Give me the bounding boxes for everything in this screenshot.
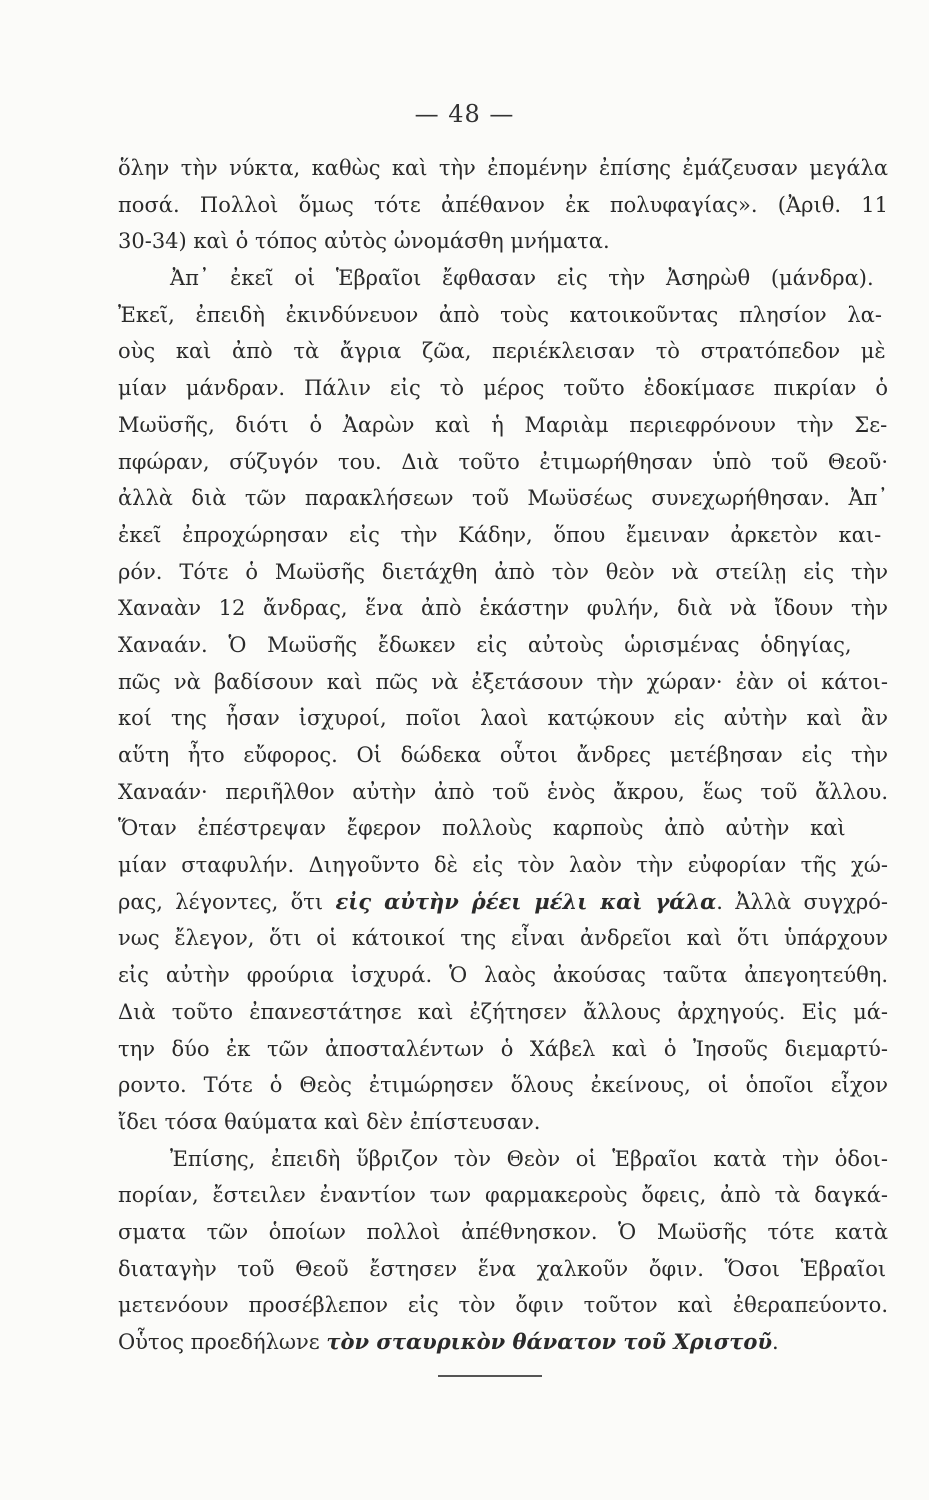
text-segment: εἰς αὐτὴν φρούρια ἰσχυρά. Ὁ λαὸς ἀκούσας ταῦτα ἀπεγοητεύθη. — [118, 963, 888, 988]
text-line — [118, 884, 888, 921]
text-line — [118, 223, 888, 260]
text-line — [118, 480, 888, 517]
text-line — [118, 1177, 888, 1214]
text-line — [118, 700, 888, 737]
text-line — [118, 407, 888, 444]
text-line — [118, 957, 888, 994]
text-segment: πορίαν, ἔστειλεν ἐναντίον των φαρμακεροὺς ὄφεις, ἀπὸ τὰ δαγκά- — [118, 1183, 888, 1208]
text-segment: ἀλλὰ διὰ τῶν παρακλήσεων τοῦ Μωϋσέως συνεχωρήθησαν. Ἀπ᾽ — [118, 486, 888, 511]
text-segment: . Ἀλλὰ συγχρό- — [716, 889, 888, 914]
text-segment: διαταγὴν τοῦ Θεοῦ ἔστησεν ἕνα χαλκοῦν ὄφιν. Ὅσοι Ἑβραῖοι — [118, 1256, 887, 1281]
text-segment: ποσά. Πολλοὶ ὅμως τότε ἀπέθανον ἐκ πολυφαγίας». (Ἀριθ. 11 — [118, 192, 888, 217]
text-line — [118, 810, 888, 847]
text-line — [118, 1141, 888, 1178]
text-line — [118, 554, 888, 591]
text-segment: μίαν μάνδραν. Πάλιν εἰς τὸ μέρος τοῦτο ἐδοκίμασε πικρίαν ὁ — [118, 376, 888, 401]
text-segment: νως ἔλεγον, ὅτι οἱ κάτοικοί της εἶναι ἀνδρεῖοι καὶ ὅτι ὑπάρχουν — [118, 926, 888, 951]
text-line — [118, 1067, 888, 1104]
text-segment: Χαναάν· περιῆλθον αὐτὴν ἀπὸ τοῦ ἑνὸς ἄκρου, ἕως τοῦ ἄλλου. — [118, 779, 888, 804]
text-segment: Χαναάν. Ὁ Μωϋσῆς ἔδωκεν εἰς αὐτοὺς ὡρισμένας ὁδηγίας, — [118, 632, 852, 657]
text-segment: Χαναὰν 12 ἄνδρας, ἕνα ἀπὸ ἑκάστην φυλήν, διὰ νὰ ἴδουν τὴν — [118, 596, 888, 621]
emphasis-text: εἰς αὐτὴν ῥέει μέλι καὶ γάλα — [335, 888, 717, 914]
text-line — [118, 664, 888, 701]
text-segment: ἐκεῖ ἐπροχώρησαν εἰς τὴν Κάδην, ὅπου ἔμειναν ἀρκετὸν και- — [118, 522, 882, 547]
text-segment: ρόν. Τότε ὁ Μωϋσῆς διετάχθη ἀπὸ τὸν θεὸν νὰ στείλῃ εἰς τὴν — [118, 559, 888, 584]
text-line — [118, 517, 888, 554]
text-line — [118, 1251, 888, 1288]
text-line — [118, 1287, 888, 1324]
text-line — [118, 847, 888, 884]
text-line — [118, 370, 888, 407]
text-segment: Διὰ τοῦτο ἐπανεστάτησε καὶ ἐζήτησεν ἄλλους ἀρχηγούς. Εἰς μά- — [118, 999, 888, 1024]
text-line — [118, 627, 888, 664]
text-segment: Ὅταν ἐπέστρεψαν ἔφερον πολλοὺς καρποὺς ἀπὸ αὐτὴν καὶ — [118, 816, 846, 841]
text-segment: Ἀπ᾽ ἐκεῖ οἱ Ἑβραῖοι ἔφθασαν εἰς τὴν Ἀσηρὼθ (μάνδρα). — [170, 266, 874, 291]
text-segment: ἴδει τόσα θαύματα καὶ δὲν ἐπίστευσαν. — [118, 1109, 541, 1134]
text-line — [118, 774, 888, 811]
text-line — [118, 590, 888, 627]
text-segment: Μωϋσῆς, διότι ὁ Ἀαρὼν καὶ ἡ Μαριὰμ περιεφρόνουν τὴν Σε- — [118, 412, 888, 437]
text-line — [118, 1214, 888, 1251]
text-segment: πῶς νὰ βαδίσουν καὶ πῶς νὰ ἐξετάσουν τὴν χώραν· ἐὰν οἱ κάτοι- — [118, 669, 888, 694]
text-line — [118, 1104, 888, 1141]
text-line — [118, 994, 888, 1031]
text-segment: Ἐκεῖ, ἐπειδὴ ἐκινδύνευον ἀπὸ τοὺς κατοικοῦντας πλησίον λα- — [118, 302, 882, 327]
text-segment: μετενόουν προσέβλεπον εἰς τὸν ὄφιν τοῦτον καὶ ἐθεραπεύοντο. — [118, 1293, 888, 1318]
page-number: — 48 — — [414, 100, 515, 128]
text-line — [118, 187, 888, 224]
text-segment: αὕτη ἦτο εὔφορος. Οἱ δώδεκα οὗτοι ἄνδρες μετέβησαν εἰς τὴν — [118, 743, 888, 767]
text-segment: Οὗτος προεδήλωνε — [118, 1330, 327, 1354]
text-line — [118, 444, 888, 481]
text-segment: κοί της ἦσαν ἰσχυροί, ποῖοι λαοὶ κατῴκουν εἰς αὐτὴν καὶ ἂν — [118, 706, 888, 731]
text-line — [118, 150, 888, 187]
text-line — [118, 920, 888, 957]
text-segment: οὺς καὶ ἀπὸ τὰ ἄγρια ζῶα, περιέκλεισαν τὸ στρατόπεδον μὲ — [118, 339, 886, 364]
text-segment: πφώραν, σύζυγόν του. Διὰ τοῦτο ἐτιμωρήθησαν ὑπὸ τοῦ Θεοῦ· — [118, 449, 888, 474]
text-segment: . — [772, 1330, 779, 1354]
text-line — [118, 333, 888, 370]
text-segment: ὅλην τὴν νύκτα, καθὼς καὶ τὴν ἐπομένην ἐπίσης ἐμάζευσαν μεγάλα — [118, 156, 888, 180]
body-text — [118, 150, 888, 1361]
text-segment: την δύο ἐκ τῶν ἀποσταλέντων ὁ Χάβελ καὶ ὁ Ἰησοῦς διεμαρτύ- — [118, 1036, 888, 1061]
text-segment: ροντο. Τότε ὁ Θεὸς ἐτιμώρησεν ὅλους ἐκείνους, οἱ ὁποῖοι εἶχον — [118, 1073, 888, 1098]
text-segment: σματα τῶν ὁποίων πολλοὶ ἀπέθνησκον. Ὁ Μωϋσῆς τότε κατὰ — [118, 1219, 888, 1244]
text-line — [118, 260, 888, 297]
text-line — [118, 1031, 888, 1068]
text-segment: Ἐπίσης, ἐπειδὴ ὕβριζον τὸν Θεὸν οἱ Ἑβραῖοι κατὰ τὴν ὁδοι- — [170, 1146, 888, 1171]
footer-rule — [438, 1375, 542, 1377]
text-segment: 30-34) καὶ ὁ τόπος αὐτὸς ὠνομάσθη μνήματα. — [118, 229, 610, 254]
text-segment: μίαν σταφυλήν. Διηγοῦντο δὲ εἰς τὸν λαὸν τὴν εὐφορίαν τῆς χώ- — [118, 853, 888, 878]
text-line — [118, 297, 888, 334]
emphasis-text: τὸν σταυρικὸν θάνατον τοῦ Χριστοῦ — [326, 1329, 773, 1354]
text-line — [118, 737, 888, 774]
text-line — [118, 1324, 888, 1361]
text-segment: ρας, λέγοντες, ὅτι — [118, 889, 336, 914]
